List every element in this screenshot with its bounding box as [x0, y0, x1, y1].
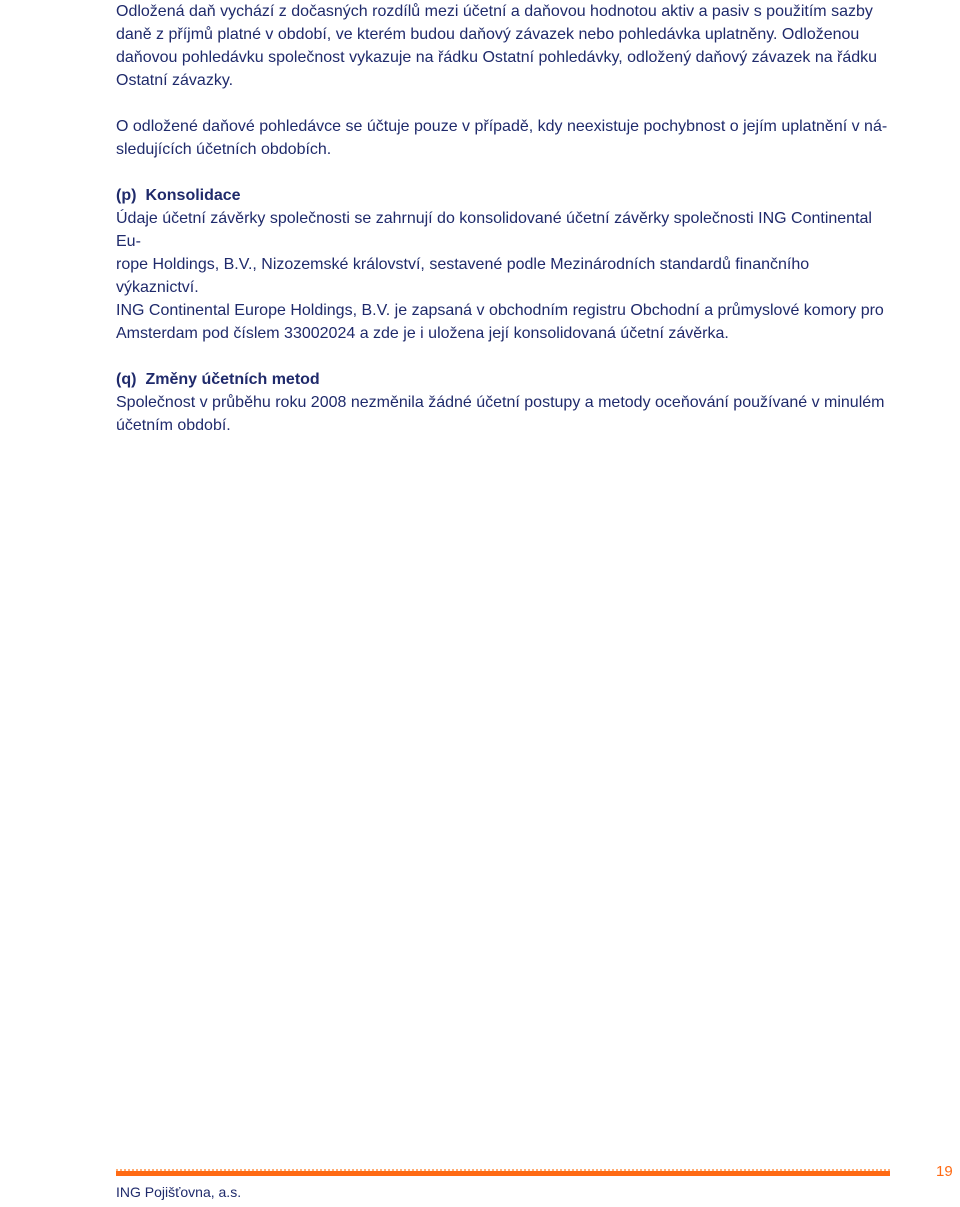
text-line: Odložená daň vychází z dočasných rozdílů mezi účetní a daňovou hodnotou aktiv a pasiv s použitím sazby [116, 3, 873, 20]
text-line: Společnost v průběhu roku 2008 nezměnila žádné účetní postupy a metody oceňování používané v minulém [116, 394, 885, 411]
section-title: Změny účetních metod [145, 371, 320, 388]
text-line: O odložené daňové pohledávce se účtuje pouze v případě, kdy neexistuje pochybnost o jejím uplatnění v ná- [116, 118, 888, 135]
section-letter: (q) [116, 371, 137, 388]
paragraph-deferred-tax [116, 0, 892, 92]
section-zmeny-metod [116, 368, 892, 437]
footer-company-name: ING Pojišťovna, a.s. [116, 1184, 242, 1200]
text-line: daňovou pohledávku společnost vykazuje na řádku Ostatní pohledávky, odložený daňový závazek na řádku [116, 49, 878, 66]
text-line: Údaje účetní závěrky společnosti se zahrnují do konsolidované účetní závěrky společnosti ING Continental Eu- [116, 210, 872, 250]
footer-rule [116, 1171, 890, 1176]
text-line: Amsterdam pod číslem 33002024 a zde je i uložena její konsolidovaná účetní závěrka. [116, 325, 729, 342]
document-body [116, 0, 892, 437]
text-line: sledujících účetních obdobích. [116, 141, 332, 158]
section-heading [116, 368, 892, 391]
section-title: Konsolidace [145, 187, 241, 204]
page-number: 19 [936, 1163, 953, 1180]
text-line: účetním období. [116, 417, 231, 434]
text-line: Ostatní závazky. [116, 72, 234, 89]
text-line: ING Continental Europe Holdings, B.V. je zapsaná v obchodním registru Obchodní a průmyslové komory pro [116, 302, 884, 319]
section-konsolidace [116, 184, 892, 345]
paragraph-deferred-tax-asset [116, 115, 892, 161]
section-letter: (p) [116, 187, 137, 204]
section-heading [116, 184, 892, 207]
text-line: rope Holdings, B.V., Nizozemské království, sestavené podle Mezinárodních standardů finančního výkaznictví. [116, 256, 810, 296]
text-line: daně z příjmů platné v období, ve kterém budou daňový závazek nebo pohledávka uplatněny. Odloženou [116, 26, 860, 43]
